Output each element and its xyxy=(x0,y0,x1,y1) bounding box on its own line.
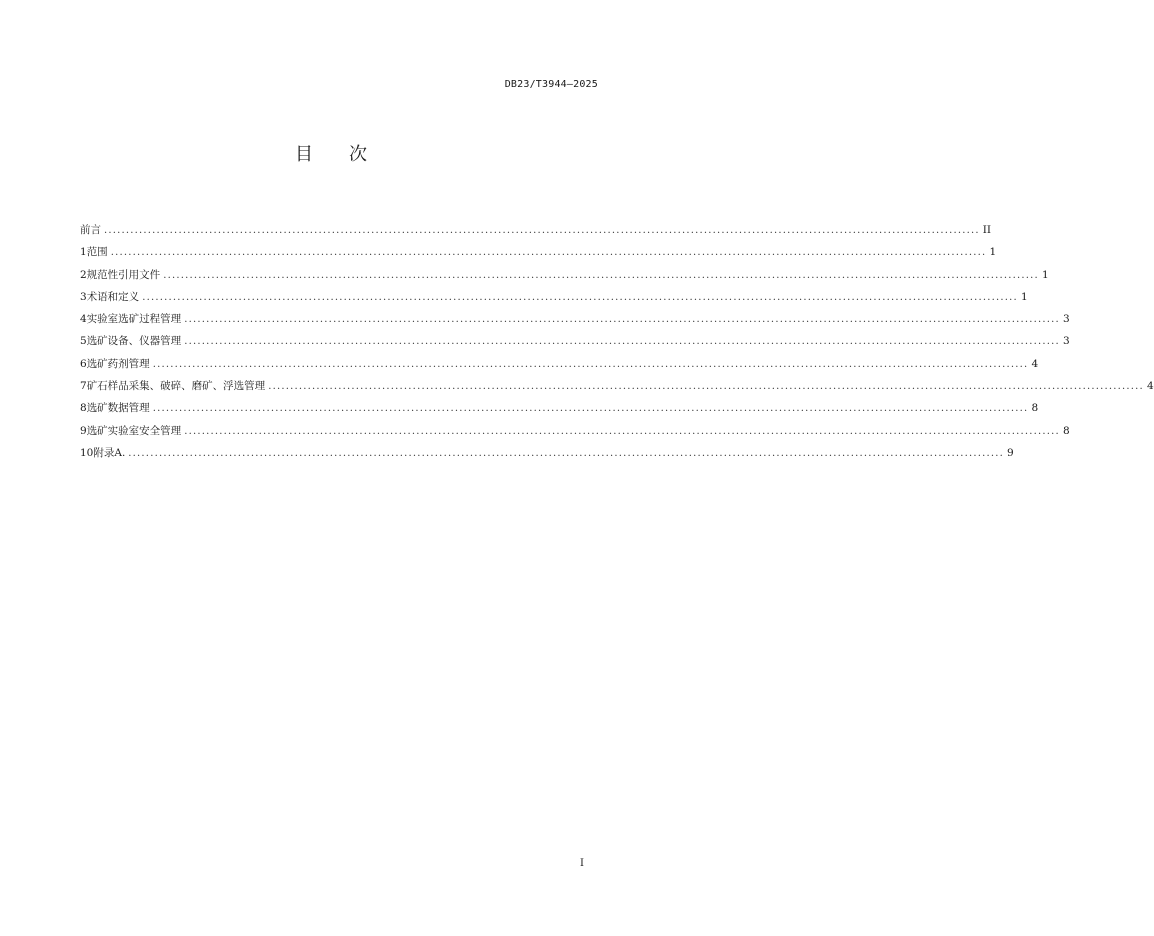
toc-entry-page: 1 xyxy=(1041,268,1049,281)
toc-leader-dots: ........................................................................................................................................................................................................ xyxy=(128,447,1005,459)
toc-entry-number: 6 xyxy=(80,357,87,370)
toc-leader-dots: ........................................................................................................................................................................................................ xyxy=(184,314,1060,326)
toc-entry-label: 选矿药剂管理 xyxy=(86,357,150,370)
toc-entry-number: 1 xyxy=(80,246,87,259)
toc-entry-safety-management[interactable] xyxy=(80,423,1070,445)
toc-entry-label: 术语和定义 xyxy=(86,290,140,303)
toc-list xyxy=(80,222,1154,467)
toc-title-right: 次 xyxy=(349,144,367,165)
toc-entry-number: 9 xyxy=(80,424,87,437)
toc-entry-sample-processing[interactable] xyxy=(80,378,1154,400)
toc-entry-preface[interactable] xyxy=(80,222,992,244)
toc-entry-label: 选矿设备、仪器管理 xyxy=(86,335,182,348)
toc-entry-label: 前言 xyxy=(80,224,101,236)
toc-leader-dots: ........................................................................................................................................................................................................ xyxy=(152,403,1029,415)
toc-entry-page: II xyxy=(982,224,992,236)
toc-entry-number: 8 xyxy=(80,402,87,415)
toc-title-left: 目 xyxy=(295,144,313,165)
toc-leader-dots: ........................................................................................................................................................................................................ xyxy=(110,247,987,259)
toc-leader-dots: ........................................................................................................................................................................................................ xyxy=(104,225,980,236)
toc-entry-page: 8 xyxy=(1031,402,1039,415)
page-number: I xyxy=(580,858,584,869)
toc-title xyxy=(0,140,662,166)
toc-entry-number: 5 xyxy=(80,335,87,348)
toc-entry-label: 实验室选矿过程管理 xyxy=(86,313,182,326)
toc-entry-terms-definitions[interactable] xyxy=(80,289,1028,311)
toc-leader-dots: ........................................................................................................................................................................................................ xyxy=(184,425,1060,437)
toc-entry-label: 附录A. xyxy=(93,446,126,459)
toc-entry-reagent-management[interactable] xyxy=(80,356,1039,378)
toc-entry-page: 4 xyxy=(1146,380,1154,393)
document-code: DB23/T3944—2025 xyxy=(504,79,598,90)
toc-entry-normative-references[interactable] xyxy=(80,267,1049,289)
toc-entry-page: 1 xyxy=(1020,290,1028,303)
toc-entry-appendix-a[interactable] xyxy=(80,445,1014,467)
toc-leader-dots: ........................................................................................................................................................................................................ xyxy=(142,291,1018,303)
toc-entry-page: 3 xyxy=(1062,313,1070,326)
toc-entry-page: 1 xyxy=(989,246,997,259)
toc-entry-equipment-management[interactable] xyxy=(80,333,1070,355)
toc-entry-page: 4 xyxy=(1031,357,1039,370)
toc-entry-label: 选矿数据管理 xyxy=(86,402,150,415)
toc-entry-page: 3 xyxy=(1062,335,1070,348)
toc-entry-number: 2 xyxy=(80,268,87,281)
toc-leader-dots: ........................................................................................................................................................................................................ xyxy=(163,269,1039,281)
toc-entry-page: 8 xyxy=(1062,424,1070,437)
toc-entry-number: 7 xyxy=(80,380,87,393)
toc-entry-page: 9 xyxy=(1007,446,1014,459)
toc-entry-number: 4 xyxy=(80,313,87,326)
toc-entry-number: 3 xyxy=(80,290,87,303)
toc-leader-dots: ........................................................................................................................................................................................................ xyxy=(152,358,1029,370)
toc-entry-lab-process-management[interactable] xyxy=(80,311,1070,333)
toc-entry-label: 矿石样品采集、破碎、磨矿、浮选管理 xyxy=(86,380,266,393)
toc-entry-scope[interactable] xyxy=(80,244,997,266)
toc-entry-label: 选矿实验室安全管理 xyxy=(86,424,182,437)
toc-entry-label: 规范性引用文件 xyxy=(86,268,161,281)
toc-leader-dots: ........................................................................................................................................................................................................ xyxy=(268,381,1144,393)
toc-entry-label: 范围 xyxy=(86,246,108,259)
toc-entry-number: 10 xyxy=(80,446,94,459)
toc-leader-dots: ........................................................................................................................................................................................................ xyxy=(184,336,1060,348)
toc-entry-data-management[interactable] xyxy=(80,400,1039,422)
